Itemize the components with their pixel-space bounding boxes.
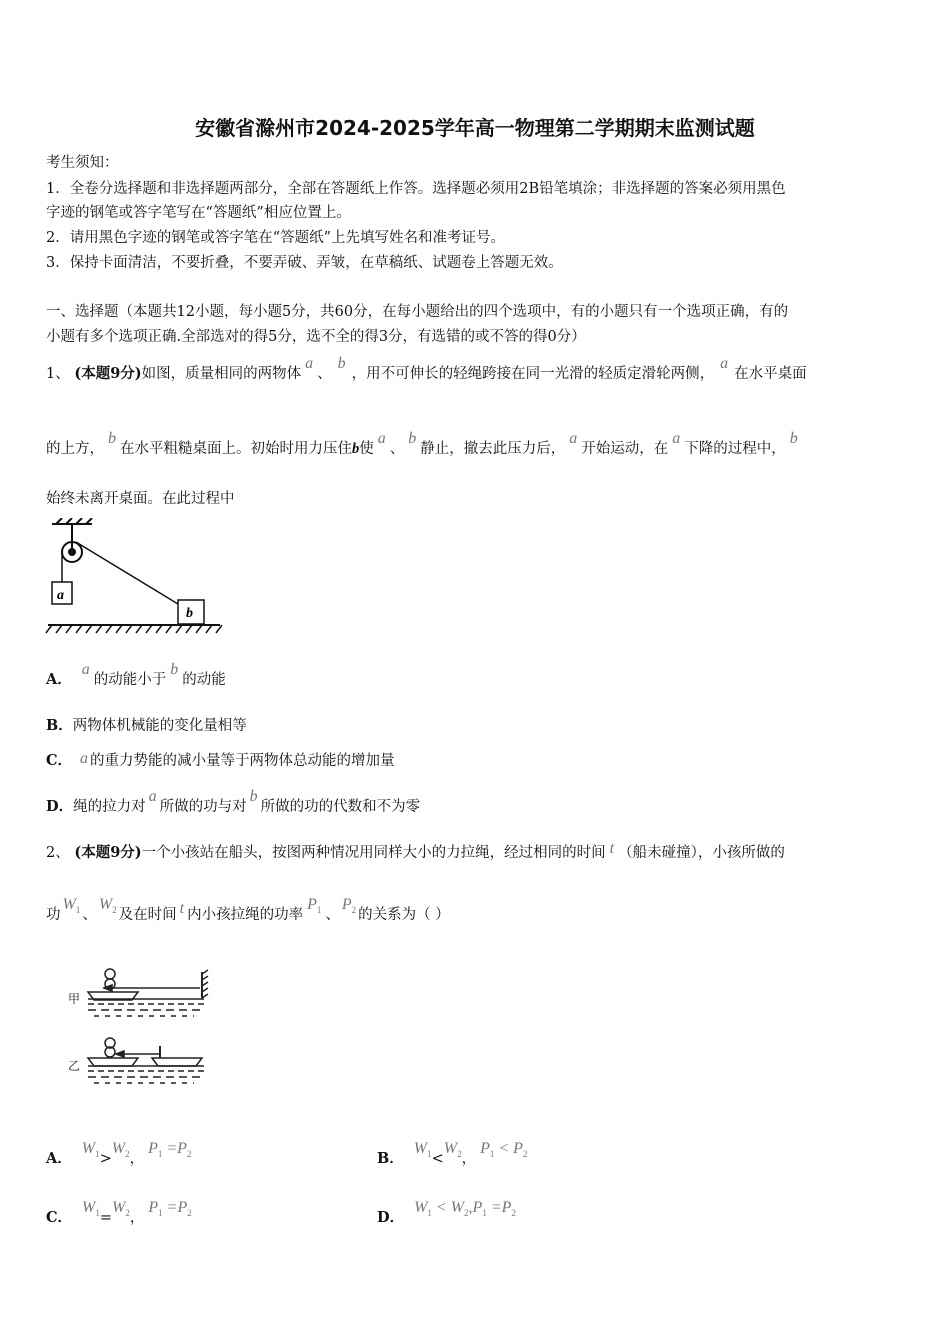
- notice-line-3: 3．保持卡面清洁，不要折叠，不要弄破、弄皱，在草稿纸、试题卷上答题无效。: [46, 255, 563, 271]
- q2-text: 、: [325, 907, 340, 923]
- q2-line-1: [46, 840, 785, 863]
- q1-text: 在水平桌面: [734, 366, 807, 382]
- var-b: b: [249, 788, 258, 805]
- option-text: 的重力势能的减小量等于两物体总动能的增加量: [90, 753, 395, 769]
- var-a: a: [672, 430, 681, 447]
- q1-option-a[interactable]: [46, 661, 226, 689]
- section-line-2: 小题有多个选项正确.全部选对的得5分，选不全的得3分，有选错的或不答的得0分）: [46, 329, 586, 345]
- notice-line-1b: 字迹的钢笔或答字笔写在“答题纸”相应位置上。: [46, 205, 351, 221]
- q2-text: 及在时间: [118, 907, 177, 923]
- notice-heading: 考生须知：: [46, 155, 119, 171]
- q2-text: 的关系为（ ）: [358, 907, 450, 923]
- option-text: 绳的拉力对: [73, 799, 146, 815]
- var-b: b: [408, 430, 417, 447]
- q2-option-d[interactable]: D．$W_1 < W_2,P_1 =P_2$: [377, 1199, 516, 1226]
- option-text: 所做的功与对: [159, 799, 247, 815]
- option-text: 的动能小于: [93, 672, 167, 688]
- option-label: B．: [377, 1150, 404, 1167]
- q1-score: (本题9分): [74, 365, 142, 382]
- q1-text: 在水平粗糙桌面上。初始时用力压住: [120, 441, 352, 457]
- notice-line-1a: 1．全卷分选择题和非选择题两部分，全部在答题纸上作答。选择题必须用2B铅笔填涂；非选择题的答案必须用黑色: [46, 181, 786, 197]
- q1-text: 如图，质量相同的两物体: [141, 366, 302, 382]
- var-t: t: [609, 840, 615, 857]
- var-a: a: [148, 788, 157, 805]
- q2-line-2: [46, 896, 450, 930]
- var-b: b: [170, 661, 179, 678]
- page-title: 安徽省滁州市2024-2025学年高一物理第二学期期末监测试题: [195, 116, 755, 140]
- q2-option-b[interactable]: B．$W_1<W_2$，$P_1 < P_2$: [377, 1140, 528, 1167]
- boat-figure: [64, 966, 214, 1091]
- option-text: 的动能: [182, 672, 226, 688]
- label-yi: 乙: [68, 1059, 81, 1073]
- q1-separator: 、: [389, 441, 405, 457]
- var-b: b: [108, 430, 116, 447]
- q2-number: 2、: [46, 845, 70, 861]
- var-a: a: [81, 661, 90, 678]
- q2-option-a[interactable]: A．$W_1>W_2$，$P_1 =P_2$: [46, 1140, 192, 1167]
- q2-text: 一个小孩站在船头，按图两种情况用同样大小的力拉绳，经过相同的时间: [141, 845, 606, 861]
- option-label: A．: [46, 1150, 72, 1167]
- q1-line-1: [46, 355, 807, 384]
- label-jia: 甲: [68, 992, 81, 1006]
- var-w1: $W_1$: [62, 896, 81, 916]
- notice-line-2: 2．请用黑色字迹的钢笔或答字笔在“答题纸”上先填写姓名和准考证号。: [46, 230, 506, 246]
- boat-yi-left: [88, 1058, 138, 1066]
- var-p2: $P_2$: [341, 896, 357, 916]
- var-w2: $W_2$: [98, 896, 117, 916]
- q2-text: （船未碰撞），小孩所做的: [618, 845, 785, 861]
- var-b: b: [337, 355, 346, 372]
- q1-line-3: 始终未离开桌面。在此过程中: [46, 491, 235, 507]
- q1-separator: 、: [317, 366, 332, 382]
- q2-text: 、: [82, 907, 97, 923]
- var-a: a: [305, 355, 314, 372]
- var-a: a: [569, 430, 578, 447]
- rope-diagonal: [76, 542, 178, 604]
- table-hatching: [46, 625, 222, 633]
- q1-option-b[interactable]: [46, 714, 247, 735]
- q2-text: 功: [46, 907, 61, 923]
- option-label: B．: [46, 717, 73, 734]
- q1-text: 静止，撤去此压力后，: [420, 441, 566, 457]
- option-label: C．: [46, 1209, 73, 1226]
- label-a: a: [57, 588, 64, 603]
- var-a: a: [720, 355, 729, 372]
- q1-text: 使: [359, 441, 374, 457]
- q2-text: 内小孩拉绳的功率: [187, 907, 304, 923]
- var-p1: $P_1$: [307, 896, 322, 916]
- option-text: 所做的功的代数和不为零: [260, 799, 421, 815]
- q1-text: 下降的过程中，: [684, 441, 786, 457]
- q2-option-c[interactable]: C．$W_1=W_2$，$P_1 =P_2$: [46, 1199, 192, 1226]
- q1-text: ，用不可伸长的轻绳跨接在同一光滑的轻质定滑轮两侧，: [351, 366, 715, 382]
- var-a: a: [377, 430, 386, 447]
- option-label: A．: [46, 671, 72, 688]
- option-label: D．: [377, 1209, 405, 1226]
- var-b-bold: b: [352, 441, 360, 457]
- section-line-1: 一、选择题（本题共12小题，每小题5分，共60分，在每小题给出的四个选项中，有的小题只有一个选项正确，有的: [46, 304, 789, 320]
- q1-text: 开始运动，在: [581, 441, 669, 457]
- boat-yi-right: [152, 1058, 202, 1066]
- child-head: [105, 969, 115, 979]
- label-b: b: [186, 606, 193, 621]
- q1-text: 的上方，: [46, 441, 104, 457]
- q1-number: 1、: [46, 366, 70, 382]
- pulley-figure: [44, 518, 224, 638]
- q2-score: (本题9分): [74, 844, 142, 861]
- q1-line-2: [46, 430, 802, 459]
- option-label: D．: [46, 798, 74, 815]
- option-label: C．: [46, 752, 73, 769]
- var-a: a: [80, 750, 89, 767]
- q1-option-c[interactable]: [46, 749, 395, 770]
- option-text: 两物体机械能的变化量相等: [72, 718, 247, 734]
- var-t: t: [179, 900, 185, 917]
- var-b: b: [789, 430, 798, 447]
- q1-option-d[interactable]: [46, 788, 421, 816]
